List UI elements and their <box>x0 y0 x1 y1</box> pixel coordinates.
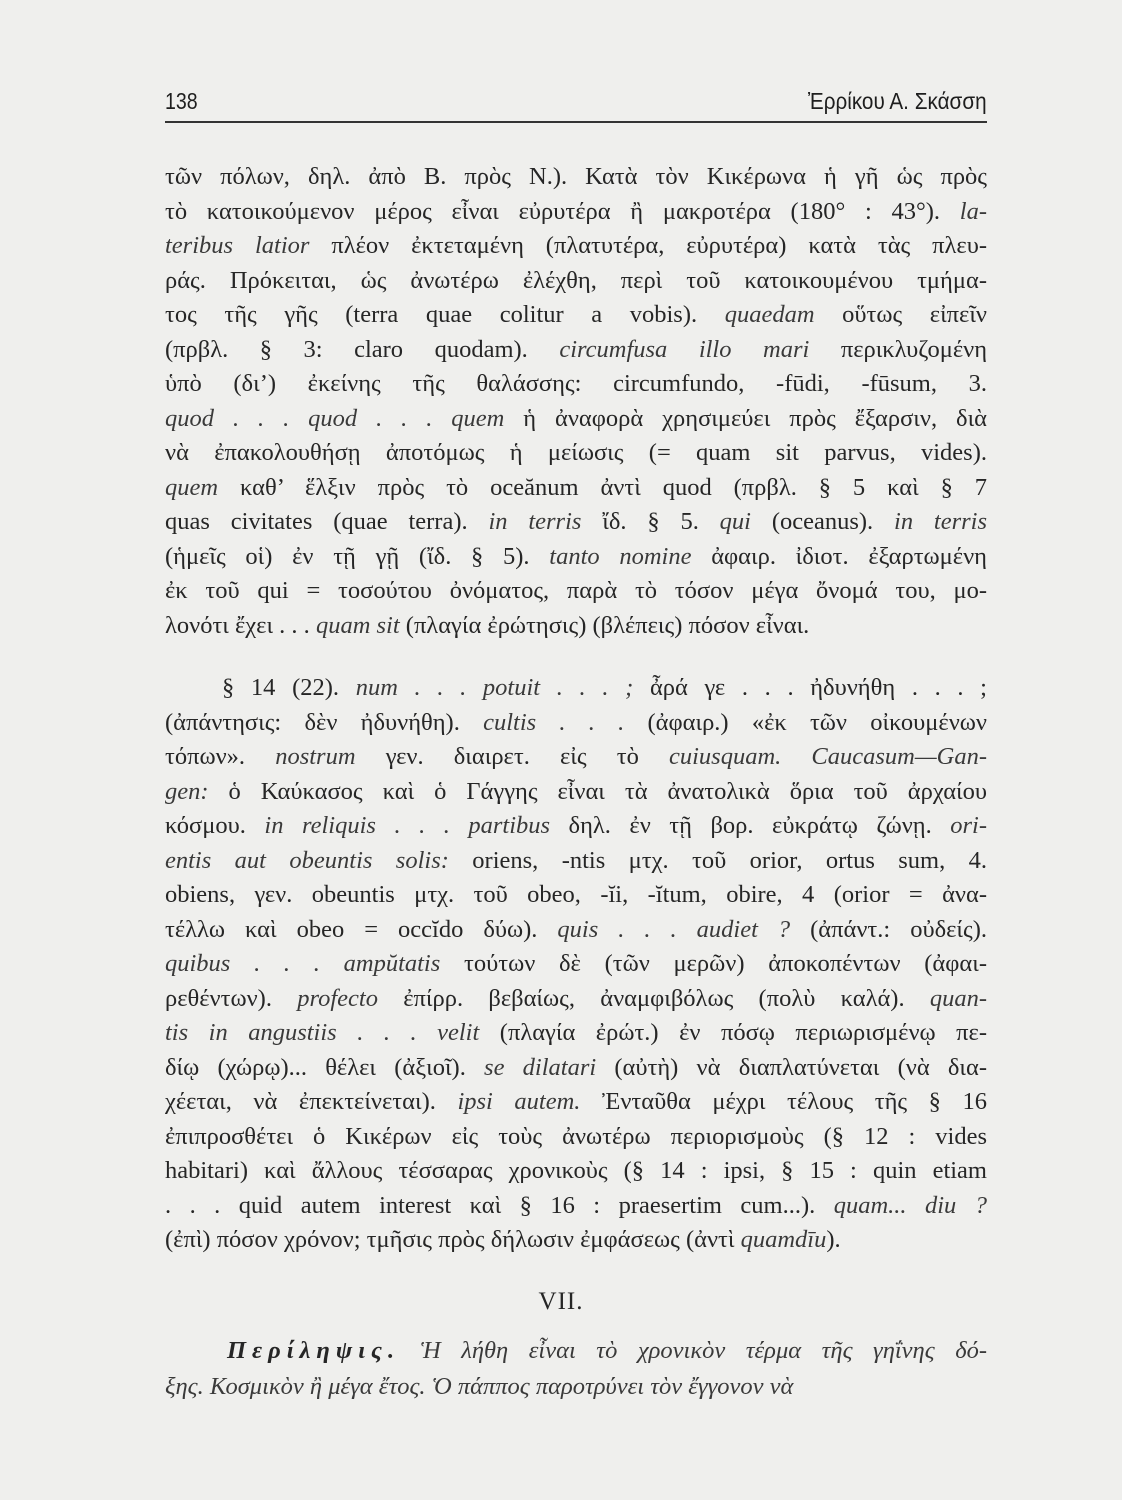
italic-text-segment: quibus . . . ampŭtatis <box>165 950 441 977</box>
text-line <box>165 809 987 844</box>
text-segment: δίῳ (χώρῳ)... θέλει (ἀξιοῖ). <box>165 1053 485 1081</box>
italic-text-segment: gen: <box>165 777 209 805</box>
text-segment: (πρβλ. § 3: claro quodam). <box>165 335 560 363</box>
italic-text-segment: quamdīu <box>740 1226 827 1253</box>
text-segment: τέλλω καὶ obeo = occĭdo δύω). <box>165 915 558 943</box>
text-line <box>165 505 987 540</box>
text-line <box>165 160 987 195</box>
text-segment: οὕτως εἰπεῖν <box>814 301 987 328</box>
text-line <box>165 367 987 402</box>
italic-text-segment: cultis . . . <box>483 708 625 736</box>
text-line <box>165 1333 987 1369</box>
text-segment: κόσμου. <box>165 812 265 839</box>
italic-text-segment: in reliquis . . . partibus <box>264 812 551 839</box>
text-segment: τούτων δὲ (τῶν μερῶν) ἀποκοπέντων (ἀφαι- <box>440 950 987 977</box>
text-segment: (ἐπὶ) πόσον χρόνον; τμῆσις πρὸς δήλωσιν ἐμφάσεως (ἀντὶ <box>165 1226 741 1253</box>
italic-text-segment: circumfusa illo mari <box>559 335 810 363</box>
text-segment: (ἀπάντησις: δὲν ἠδυνήθη). <box>165 708 484 736</box>
running-header-author: Ἐρρίκου Α. Σκάσση <box>808 88 987 114</box>
text-segment: ). <box>826 1226 841 1253</box>
text-segment: ἐπιπροσθέτει ὁ Κικέρων εἰς τοὺς ἀνωτέρω περιορισμοὺς (§ 12 : vides <box>165 1122 987 1150</box>
italic-text-segment: teribus latior <box>165 232 310 259</box>
paragraph-commentary-1 <box>165 160 987 643</box>
text-line <box>165 775 987 810</box>
text-segment: νὰ ἐπακολουθήσῃ ἀποτόμως ἡ μείωσις (= quam sit parvus, vides). <box>165 439 987 466</box>
italic-text-segment: quis . . . audiet ? <box>557 915 791 943</box>
text-segment: § 14 (22). <box>222 674 356 701</box>
text-segment: περικλυζομένη <box>809 335 988 363</box>
text-segment: (αὐτὴ) νὰ διαπλατύνεται (νὰ δια- <box>596 1053 987 1081</box>
text-segment: (πλαγία ἐρώτ.) ἐν πόσῳ περιωρισμένῳ πε- <box>479 1019 987 1046</box>
italic-text-segment: qui <box>719 508 751 535</box>
header-rule <box>165 121 987 123</box>
text-line <box>165 229 987 264</box>
paragraph-commentary-2 <box>165 671 987 1258</box>
text-line <box>165 264 987 299</box>
italic-text-segment: la- <box>959 197 987 225</box>
text-segment: (ἀπάντ.: οὐδείς). <box>790 915 987 943</box>
italic-text-segment: entis aut obeuntis solis: <box>165 846 449 874</box>
italic-text-segment: Περίληψις. <box>227 1337 401 1364</box>
italic-text-segment: Ἡ λήθη εἶναι τὸ χρονικὸν τέρμα τῆς γηΐνης δό- <box>400 1337 987 1364</box>
italic-text-segment: num . . . potuit . . . ; <box>355 674 634 701</box>
text-line <box>165 471 987 506</box>
text-line <box>165 1154 987 1189</box>
text-segment: ράς. Πρόκειται, ὡς ἀνωτέρω ἐλέχθη, περὶ τοῦ κατοικουμένου τμήμα- <box>165 266 987 294</box>
text-segment: Ἐνταῦθα μέχρι τέλους τῆς § 16 <box>580 1088 987 1115</box>
text-segment: καθ’ ἕλξιν πρὸς τὸ oceănum ἀντὶ quod (πρβλ. § 5 καὶ § 7 <box>218 473 987 501</box>
text-line <box>165 609 987 644</box>
text-segment: ἡ ἀναφορὰ χρησιμεύει πρὸς ἔξαρσιν, διὰ <box>504 404 987 432</box>
italic-text-segment: quam... diu ? <box>833 1191 988 1219</box>
text-line <box>165 947 987 982</box>
section-heading: VII. <box>538 1288 584 1315</box>
italic-text-segment: quem <box>165 473 219 501</box>
italic-text-segment: se dilatari <box>484 1053 597 1081</box>
text-segment: ὁ Καύκασος καὶ ὁ Γάγγης εἶναι τὰ ἀνατολικὰ ὅρια τοῦ ἀρχαίου <box>208 777 987 805</box>
text-line <box>165 1085 987 1120</box>
text-line <box>165 671 987 706</box>
text-segment: τῶν πόλων, δηλ. ἀπὸ Β. πρὸς Ν.). Κατὰ τὸν Κικέρωνα ἡ γῆ ὡς πρὸς <box>165 163 987 190</box>
text-segment: τος τῆς γῆς (terra quae colitur a vobis). <box>165 301 725 328</box>
text-line <box>165 333 987 368</box>
text-segment: ἐπίρρ. βεβαίως, ἀναμφιβόλως (πολὺ καλά). <box>377 984 930 1012</box>
text-line <box>165 298 987 333</box>
italic-text-segment: in terris <box>894 508 987 535</box>
italic-text-segment: ori- <box>950 812 988 839</box>
italic-text-segment: quaedam <box>724 301 815 328</box>
italic-text-segment: in terris <box>488 508 582 535</box>
text-line <box>165 1120 987 1155</box>
text-line <box>165 1016 987 1051</box>
text-line <box>165 195 987 230</box>
italic-text-segment: quam sit <box>315 611 400 639</box>
italic-text-segment: cuiusquam. Caucasum—Gan- <box>668 743 988 770</box>
text-segment: τὸ κατοικούμενον μέρος εἶναι εὐρυτέρα ἢ μακροτέρα (180° : 43°). <box>165 197 960 225</box>
italic-text-segment: ξης. Κοσμικὸν ἢ μέγα ἔτος. Ὁ πάππος παροτρύνει τὸν ἔγγονον νὰ <box>165 1373 794 1400</box>
text-segment: . . . quid autem interest καὶ § 16 : praesertim cum...). <box>165 1191 834 1219</box>
text-line <box>165 574 987 609</box>
text-segment: χέεται, νὰ ἐπεκτείνεται). <box>165 1088 458 1115</box>
text-segment: quas civitates (quae terra). <box>165 508 489 535</box>
italic-text-segment: tanto nomine <box>549 542 692 570</box>
paragraph-summary <box>165 1333 987 1405</box>
text-line <box>165 706 987 741</box>
text-segment: obiens, γεν. obeuntis μτχ. τοῦ obeo, -ĭi, -ĭtum, obire, 4 (orior = ἀνα- <box>165 881 987 908</box>
text-line <box>165 402 987 437</box>
text-segment: (ἀφαιρ.) «ἐκ τῶν οἰκουμένων <box>624 708 987 736</box>
italic-text-segment: profecto <box>297 984 378 1012</box>
text-segment: ἐκ τοῦ qui = τοσούτου ὀνόματος, παρὰ τὸ τόσον μέγα ὄνομά του, μο- <box>165 577 987 604</box>
italic-text-segment: quod . . . quod . . . quem <box>165 404 505 432</box>
text-segment: oriens, -ntis μτχ. τοῦ orior, ortus sum, 4. <box>448 846 987 874</box>
text-segment: ὑπὸ (δι’) ἐκείνης τῆς θαλάσσης: circumfundo, -fūdi, -fūsum, 3. <box>165 370 987 397</box>
text-segment: ἀφαιρ. ἰδιοτ. ἐξαρτωμένη <box>691 542 987 570</box>
text-segment: ἆρά γε . . . ἠδυνήθη . . . ; <box>633 674 987 701</box>
text-line <box>165 844 987 879</box>
text-line <box>165 913 987 948</box>
text-segment: habitari) καὶ ἄλλους τέσσαρας χρονικοὺς (§ 14 : ipsi, § 15 : quin etiam <box>165 1157 987 1184</box>
text-line <box>165 878 987 913</box>
text-line <box>165 740 987 775</box>
text-segment: (ἡμεῖς οἱ) ἐν τῇ γῇ (ἴδ. § 5). <box>165 542 550 570</box>
italic-text-segment: tis in angustiis . . . velit <box>165 1019 480 1046</box>
text-segment: ἴδ. § 5. <box>581 508 720 535</box>
text-line <box>165 436 987 471</box>
text-segment: γεν. διαιρετ. εἰς τὸ <box>355 743 669 770</box>
text-segment: (πλαγία ἐρώτησις) (βλέπεις) πόσον εἶναι. <box>399 611 810 639</box>
text-segment: λονότι ἔχει . . . <box>165 611 316 639</box>
text-segment: δηλ. ἐν τῇ βορ. εὐκράτῳ ζώνῃ. <box>550 812 951 839</box>
text-segment: (oceanus). <box>750 508 895 535</box>
text-line <box>165 540 987 575</box>
italic-text-segment: ipsi autem. <box>457 1088 581 1115</box>
italic-text-segment: nostrum <box>275 743 356 770</box>
text-segment: τόπων». <box>165 743 276 770</box>
page-number: 138 <box>165 88 198 114</box>
text-segment: πλέον ἐκτεταμένη (πλατυτέρα, εὐρυτέρα) κατὰ τὰς πλευ- <box>309 232 988 259</box>
text-line <box>165 1189 987 1224</box>
text-line <box>165 1051 987 1086</box>
text-segment: ρεθέντων). <box>165 984 298 1012</box>
text-line <box>165 1223 987 1258</box>
text-line <box>165 1369 987 1405</box>
italic-text-segment: quan- <box>929 984 988 1012</box>
text-line <box>165 982 987 1017</box>
